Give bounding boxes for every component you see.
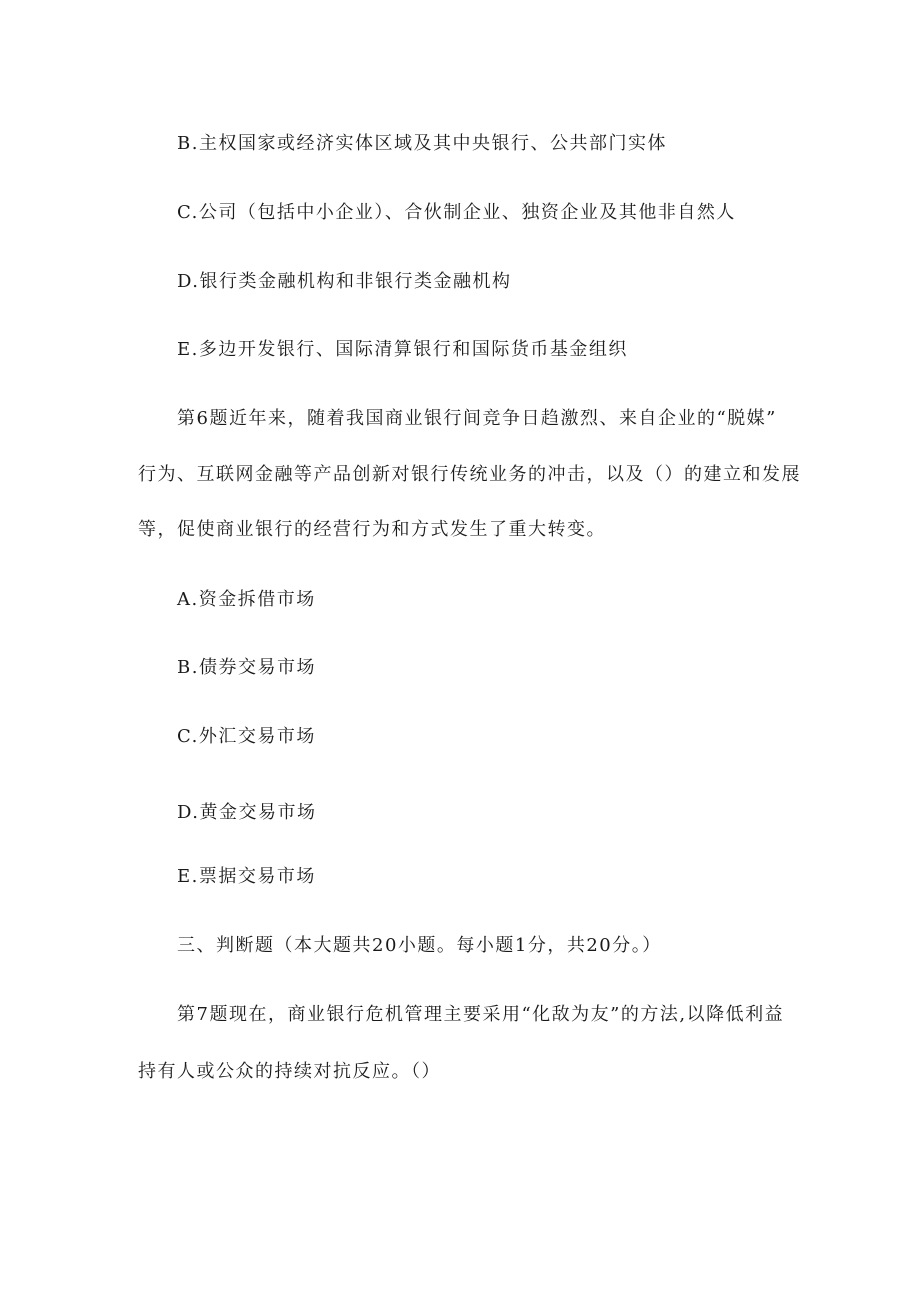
- q7-stem-line-1: 第7题现在，商业银行危机管理主要采用“化敌为友”的方法,以降低利益: [177, 1004, 785, 1025]
- q6-option-c: C.外汇交易市场: [177, 726, 316, 747]
- q6-option-a: A.资金拆借市场: [177, 589, 316, 610]
- q6-option-b: B.债券交易市场: [177, 657, 316, 678]
- q6-option-d: D.黄金交易市场: [177, 802, 317, 823]
- q5-option-e: E.多边开发银行、国际清算银行和国际货币基金组织: [177, 339, 628, 360]
- q6-option-e: E.票据交易市场: [177, 866, 316, 887]
- q5-option-c: C.公司（包括中小企业）、合伙制企业、独资企业及其他非自然人: [177, 202, 736, 223]
- q5-option-d: D.银行类金融机构和非银行类金融机构: [177, 271, 512, 292]
- q6-stem-line-3: 等，促使商业银行的经营行为和方式发生了重大转变。: [138, 519, 606, 540]
- section3-heading: 三、判断题（本大题共20小题。每小题1分，共20分。）: [177, 935, 662, 956]
- q6-stem-line-2: 行为、互联网金融等产品创新对银行传统业务的冲击，以及（）的建立和发展: [138, 464, 801, 485]
- q6-stem-line-1: 第6题近年来，随着我国商业银行间竞争日趋激烈、来自企业的“脱媒”: [177, 408, 777, 429]
- q7-stem-line-2: 持有人或公众的持续对抗反应。（）: [138, 1061, 441, 1082]
- q5-option-b: B.主权国家或经济实体区域及其中央银行、公共部门实体: [177, 133, 667, 154]
